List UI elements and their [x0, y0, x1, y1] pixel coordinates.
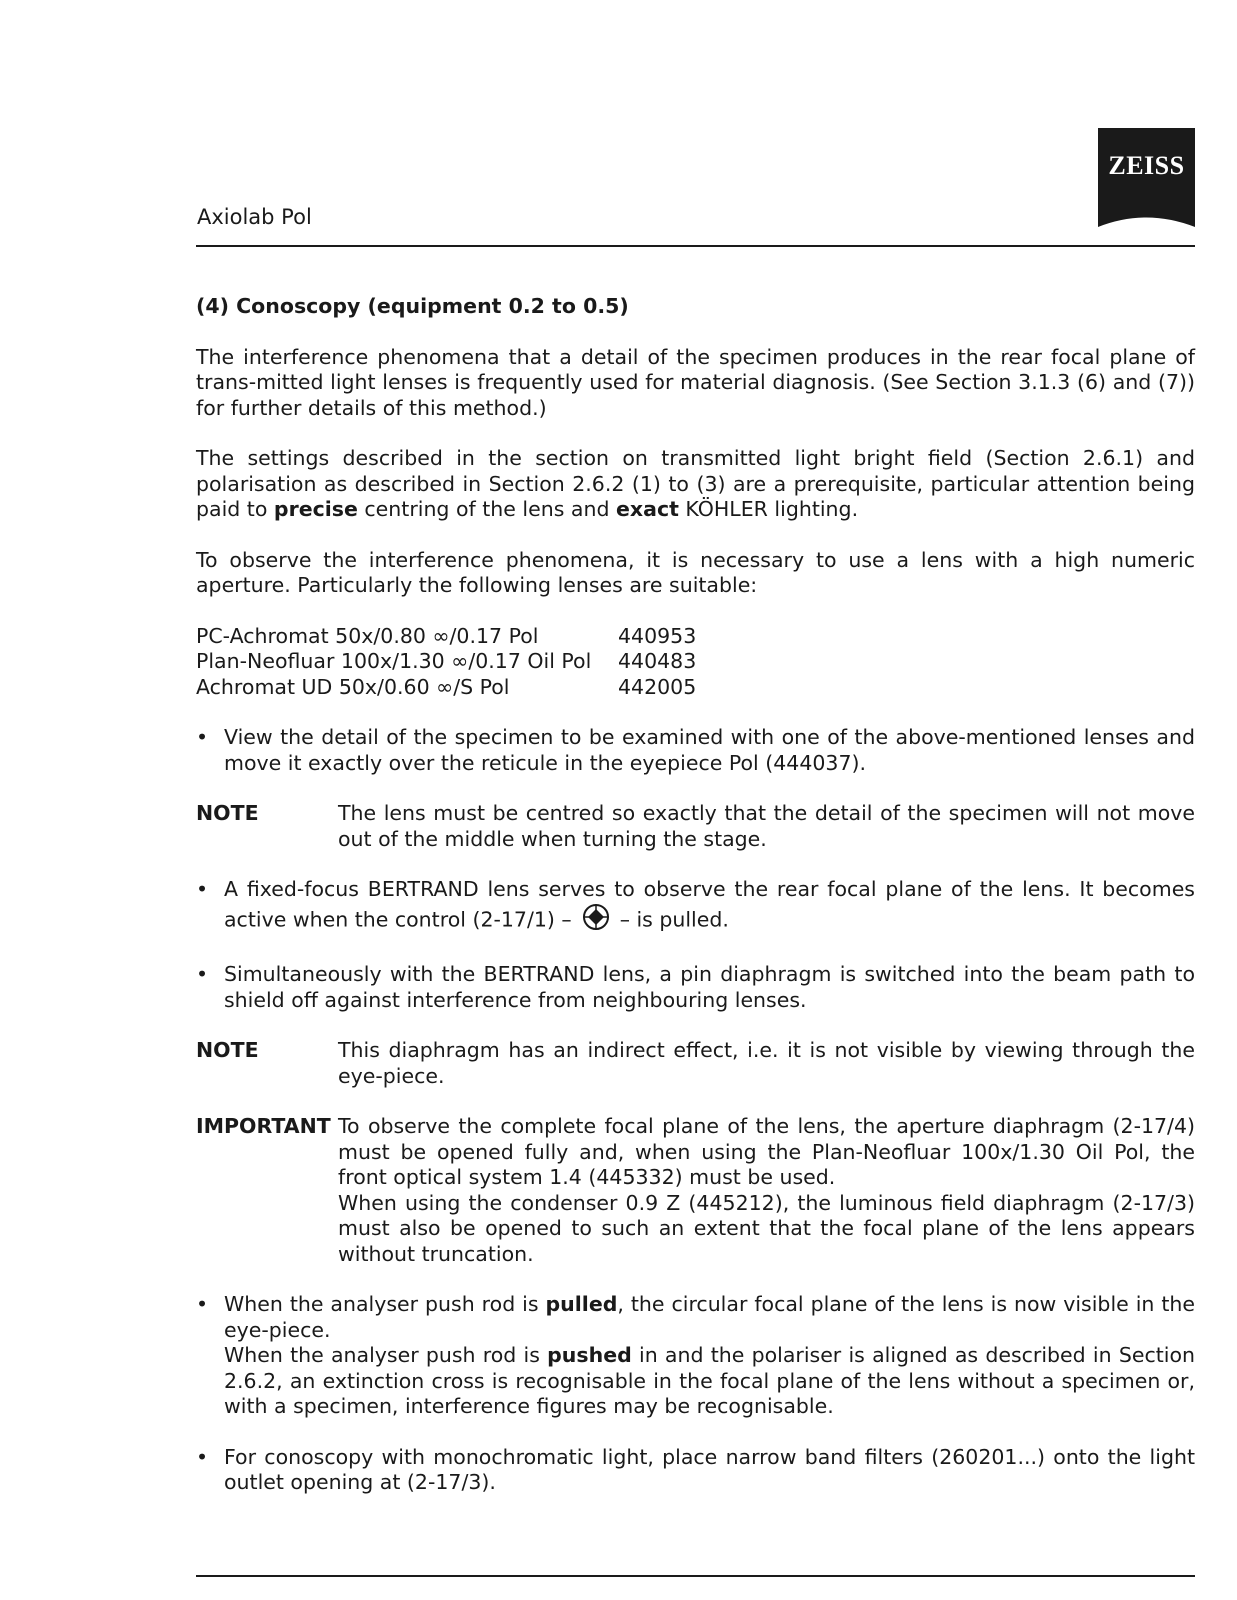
text-run: When the analyser push rod is	[224, 1292, 546, 1316]
footer-divider	[196, 1575, 1195, 1577]
bold-text: pulled	[545, 1292, 618, 1316]
list-item	[196, 962, 1195, 1013]
list-item-text: Simultaneously with the BERTRAND lens, a pin diaphragm is switched into the beam path to shield off against interference from neighbouring lenses.	[224, 962, 1195, 1012]
list-item	[196, 1292, 1195, 1420]
note-block	[196, 1038, 1195, 1089]
important-block	[196, 1114, 1195, 1267]
list-item	[196, 877, 1195, 937]
important-text	[338, 1114, 1195, 1267]
section-heading: (4) Conoscopy (equipment 0.2 to 0.5)	[196, 294, 629, 318]
table-row	[196, 624, 696, 650]
bold-text: pushed	[547, 1343, 632, 1367]
note-label: NOTE	[196, 1038, 259, 1062]
paragraph-settings	[196, 446, 1195, 523]
lens-table	[196, 624, 696, 701]
lens-name: Achromat UD 50x/0.60 ∞/S Pol	[196, 674, 510, 699]
lens-number: 442005	[618, 674, 697, 699]
bold-text: precise	[273, 497, 358, 521]
important-label: IMPORTANT	[196, 1114, 331, 1138]
table-row	[196, 649, 696, 675]
bullet-marker: •	[196, 877, 209, 901]
bullet-marker: •	[196, 725, 209, 749]
note-block	[196, 801, 1195, 852]
zeiss-logo	[1098, 128, 1195, 227]
list-item-text: For conoscopy with monochromatic light, place narrow band filters (260201...) onto the light outlet opening at (2-17/3).	[224, 1444, 1195, 1494]
text-run: When the analyser push rod is	[224, 1343, 548, 1367]
text-run: , the circular focal plane of the lens is now visible in the eye-piece.	[224, 1292, 1195, 1342]
important-text-part: To observe the complete focal plane of the lens, the aperture diaphragm (2-17/4) must be opened fully and, when using the Plan-Neofluar 100x/1.30 Oil Pol, the front optical system 1.4 (445332) must be used.	[338, 1114, 1195, 1189]
list-item	[196, 725, 1195, 776]
list-item-text: View the detail of the specimen to be examined with one of the above-mentioned lenses and move it exactly over the reticule in the eyepiece Pol (444037).	[224, 725, 1195, 775]
bertrand-control-icon	[582, 903, 610, 938]
list-item-text	[224, 1343, 1195, 1420]
header-divider	[196, 245, 1195, 247]
note-text: The lens must be centred so exactly that the detail of the specimen will not move out of the middle when turning the stage.	[338, 801, 1195, 851]
lens-number: 440953	[618, 623, 697, 648]
lens-name: Plan-Neofluar 100x/1.30 ∞/0.17 Oil Pol	[196, 649, 592, 673]
list-item-text	[224, 1292, 1195, 1343]
list-item-text: – is pulled.	[619, 906, 729, 931]
note-label: NOTE	[196, 801, 259, 825]
page-content	[196, 294, 1195, 1521]
bullet-marker: •	[196, 962, 209, 986]
bullet-marker: •	[196, 1292, 209, 1316]
paragraph-intro: The interference phenomena that a detail of the specimen produces in the rear focal plane of trans-mitted light lenses is frequently used for material diagnosis. (See Section 3.1.3 (6) and (7)) for further details of this method.)	[196, 344, 1195, 420]
note-text: This diaphragm has an indirect effect, i.e. it is not visible by viewing through the eye-piece.	[338, 1038, 1195, 1088]
lens-name: PC-Achromat 50x/0.80 ∞/0.17 Pol	[196, 623, 539, 648]
table-row	[196, 675, 696, 701]
list-item-text: A fixed-focus BERTRAND lens serves to observe the rear focal plane of the lens. It becomes active when the control (2-17/1) –	[224, 877, 1195, 931]
document-header-title: Axiolab Pol	[197, 205, 312, 229]
paragraph-aperture: To observe the interference phenomena, it is necessary to use a lens with a high numeric aperture. Particularly the following lenses are suitable:	[196, 547, 1195, 597]
list-item	[196, 1445, 1195, 1496]
bullet-marker: •	[196, 1444, 209, 1469]
text-run: in and the polariser is aligned as described in Section 2.6.2, an extinction cross is recognisable in the focal plane of the lens without a specimen or, with a specimen, interference figures may be recognisable.	[224, 1343, 1195, 1418]
svg-text:ZEISS: ZEISS	[1108, 151, 1185, 180]
lens-number: 440483	[618, 649, 697, 673]
important-text-part: When using the condenser 0.9 Z (445212), the luminous field diaphragm (2-17/3) must also be opened to such an extent that the focal plane of the lens appears without truncation.	[338, 1190, 1195, 1266]
text-run: centring of the lens and	[357, 497, 616, 521]
text-run: KÖHLER lighting.	[678, 497, 859, 521]
text-run: The settings described in the section on transmitted light bright field (Section 2.6.1) and polarisation as described in Section 2.6.2 (1) to (3) are a prerequisite, particular attention being paid to	[196, 446, 1195, 521]
bold-text: exact	[615, 497, 679, 521]
